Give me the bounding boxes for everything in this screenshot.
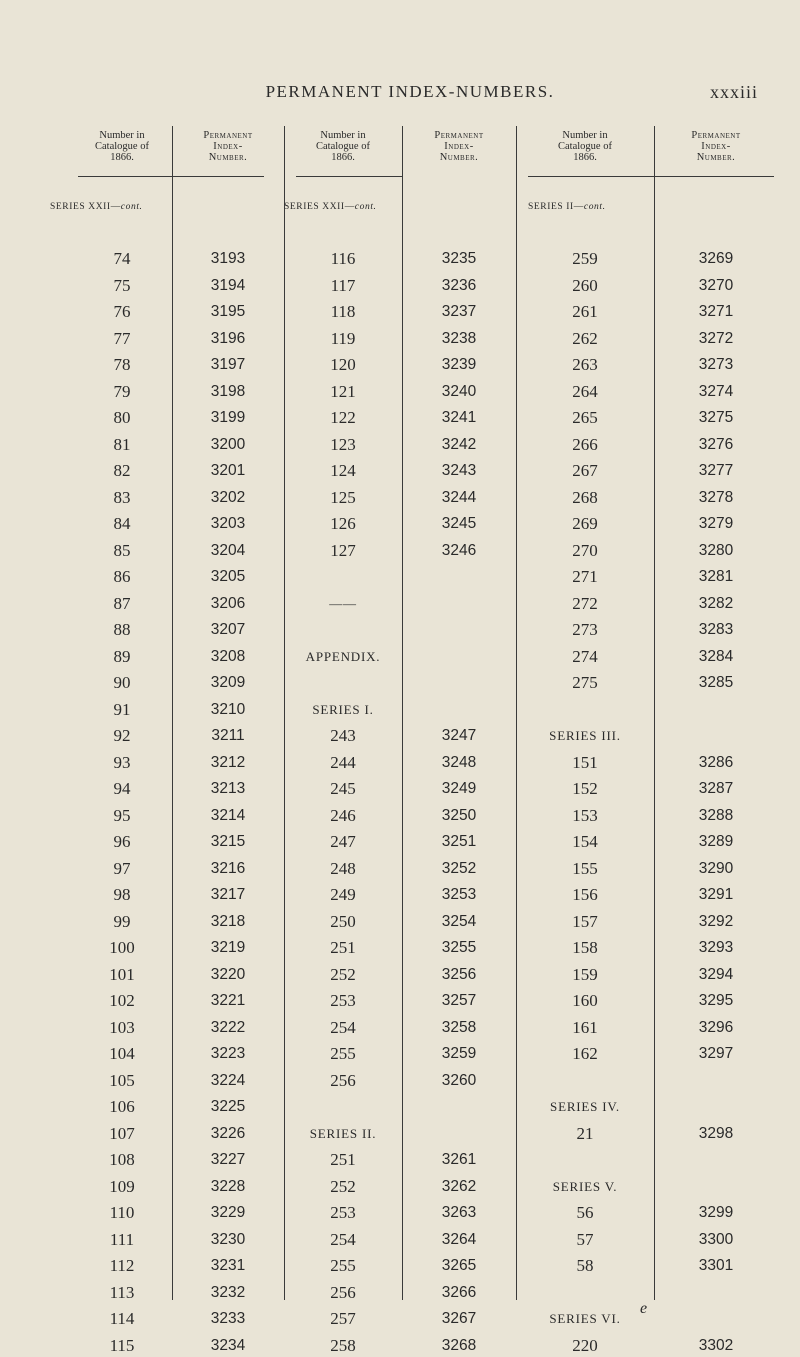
catalogue-number-cell: 156	[572, 885, 598, 904]
catalogue-number-cell: 104	[109, 1044, 135, 1063]
catalogue-number-cell: 267	[572, 461, 598, 480]
catalogue-number-cell: 92	[113, 726, 131, 745]
header-line: Number.	[208, 152, 248, 163]
permanent-index-cell: 3276	[698, 435, 734, 453]
permanent-index-cell: 3223	[210, 1045, 246, 1062]
catalogue-number-cell: 86	[113, 567, 131, 586]
index-number-table	[50, 126, 778, 1355]
catalogue-number-cell: 257	[330, 1309, 356, 1328]
catalogue-number-cell: 122	[330, 408, 356, 427]
catalogue-number-cell: 94	[113, 779, 131, 798]
catalogue-number-cell: 159	[572, 964, 598, 984]
catalogue-number-cell: 251	[330, 938, 356, 957]
catalogue-number-cell: 106	[109, 1097, 135, 1116]
series-label-cont: cont.	[354, 202, 377, 212]
permanent-index-cell: 3270	[698, 276, 734, 294]
catalogue-number-cell: 253	[330, 991, 356, 1010]
header-line: Catalogue of	[558, 141, 612, 152]
permanent-index-cell: 3288	[698, 806, 734, 824]
permanent-index-cell: 3298	[698, 1124, 734, 1142]
permanent-index-cell: 3269	[698, 250, 734, 267]
catalogue-number-cell: 273	[572, 620, 598, 639]
catalogue-number-cell: 247	[330, 832, 356, 851]
catalogue-number-cell: 155	[572, 858, 598, 878]
permanent-index-cell: 3258	[441, 1018, 477, 1036]
permanent-index-cell: 3300	[698, 1230, 734, 1248]
table-header-row	[72, 126, 778, 170]
catalogue-number-cell: 116	[330, 249, 356, 268]
permanent-index-cell: 3260	[441, 1071, 477, 1089]
permanent-index-cell: 3224	[210, 1071, 246, 1089]
permanent-index-cell: 3264	[441, 1230, 477, 1248]
catalogue-number-cell: 58	[576, 1256, 594, 1275]
header-line: Number.	[696, 152, 736, 163]
header-line: Catalogue of	[95, 141, 149, 152]
catalogue-number-cell: 56	[576, 1203, 594, 1222]
permanent-index-cell: 3242	[441, 435, 477, 453]
catalogue-number-cell: 252	[330, 964, 356, 984]
catalogue-number-cell: 252	[330, 1176, 356, 1196]
series-continuation-label	[50, 202, 143, 212]
catalogue-number-cell: 125	[330, 487, 356, 507]
permanent-index-cell: 3202	[210, 488, 246, 506]
catalogue-number-cell: 78	[113, 355, 131, 374]
catalogue-number-cell: 249	[330, 885, 356, 904]
catalogue-number-cell: 113	[109, 1282, 135, 1302]
catalogue-number-cell: 123	[330, 434, 356, 454]
permanent-index-number-header	[172, 130, 284, 163]
permanent-index-cell: 3201	[210, 462, 246, 479]
section-heading: APPENDIX.	[305, 648, 381, 664]
series-continuation-label	[528, 202, 606, 212]
series-label-cont: cont.	[120, 202, 143, 212]
permanent-index-cell: 3289	[698, 833, 734, 850]
section-heading: ——	[329, 595, 357, 611]
permanent-index-cell: 3208	[210, 647, 246, 665]
permanent-index-cell: 3266	[441, 1283, 477, 1301]
catalogue-number-cell: 263	[572, 355, 598, 374]
catalogue-number-cell: 220	[572, 1335, 598, 1355]
permanent-index-cell: 3296	[698, 1018, 734, 1036]
catalogue-number-cell: 90	[113, 673, 131, 692]
catalogue-number-cell: 114	[109, 1309, 135, 1328]
permanent-index-cell: 3230	[210, 1230, 246, 1248]
permanent-index-cell: 3212	[210, 753, 246, 771]
page-header	[0, 82, 800, 108]
catalogue-number-cell: 97	[113, 858, 131, 878]
permanent-index-cell: 3217	[210, 886, 246, 903]
permanent-index-number-header	[654, 130, 778, 163]
permanent-index-cell: 3286	[698, 753, 734, 771]
catalogue-number-cell: 244	[330, 752, 356, 772]
catalogue-number-header	[72, 130, 172, 163]
catalogue-number-cell: 275	[572, 673, 598, 692]
catalogue-number-cell: 79	[113, 381, 131, 401]
permanent-index-cell: 3280	[698, 541, 734, 559]
permanent-index-cell: 3218	[210, 912, 246, 930]
catalogue-number-cell: 88	[113, 620, 131, 639]
permanent-index-cell: 3261	[441, 1151, 477, 1168]
catalogue-number-cell: 77	[113, 328, 131, 348]
catalogue-number-cell: 259	[572, 249, 598, 268]
catalogue-number-cell: 117	[330, 275, 356, 295]
permanent-index-cell: 3252	[441, 859, 477, 877]
catalogue-number-cell: 102	[109, 991, 135, 1010]
catalogue-number-cell: 271	[572, 567, 598, 586]
permanent-index-cell: 3290	[698, 859, 734, 877]
catalogue-number-cell: 121	[330, 381, 356, 401]
permanent-index-cell: 3249	[441, 780, 477, 797]
permanent-index-cell: 3254	[441, 912, 477, 930]
header-line: Number in	[320, 130, 366, 141]
permanent-index-cell: 3197	[210, 356, 246, 373]
permanent-index-cell: 3210	[210, 700, 246, 718]
catalogue-number-header	[516, 130, 654, 163]
header-underline	[528, 176, 774, 177]
permanent-index-cell: 3243	[441, 462, 477, 479]
permanent-index-cell: 3225	[210, 1098, 246, 1115]
catalogue-number-cell: 21	[576, 1123, 594, 1143]
permanent-index-cell: 3206	[210, 594, 246, 612]
catalogue-number-cell: 255	[330, 1044, 356, 1063]
catalogue-number-cell: 265	[572, 408, 598, 427]
catalogue-number-cell: 246	[330, 805, 356, 825]
catalogue-number-cell: 126	[330, 514, 356, 533]
permanent-index-cell: 3213	[210, 780, 246, 797]
permanent-index-cell: 3278	[698, 488, 734, 506]
catalogue-number-cell: 109	[109, 1176, 135, 1196]
catalogue-number-cell: 262	[572, 328, 598, 348]
catalogue-number-cell: 151	[572, 752, 598, 772]
permanent-index-cell: 3221	[210, 992, 246, 1009]
permanent-index-number-header	[402, 130, 516, 163]
section-heading: SERIES IV.	[550, 1099, 620, 1114]
catalogue-number-cell: 245	[330, 779, 356, 798]
permanent-index-cell: 3255	[441, 939, 477, 956]
catalogue-number-cell: 256	[330, 1070, 356, 1090]
catalogue-number-cell: 111	[109, 1229, 135, 1249]
catalogue-number-cell: 268	[572, 487, 598, 507]
permanent-index-cell: 3199	[210, 409, 246, 426]
permanent-index-cell: 3211	[211, 727, 245, 744]
catalogue-number-header	[284, 130, 402, 163]
catalogue-number-cell: 250	[330, 911, 356, 931]
permanent-index-cell: 3273	[698, 356, 734, 373]
catalogue-number-cell: 124	[330, 461, 356, 480]
permanent-index-cell: 3287	[698, 780, 734, 797]
permanent-index-cell: 3235	[441, 250, 477, 267]
header-line: 1866.	[573, 152, 597, 163]
permanent-index-cell: 3297	[698, 1045, 734, 1062]
catalogue-number-cell: 127	[330, 540, 356, 560]
catalogue-number-cell: 105	[109, 1070, 135, 1090]
catalogue-number-cell: 255	[330, 1256, 356, 1275]
header-line: 1866.	[331, 152, 355, 163]
catalogue-number-cell: 120	[330, 355, 356, 374]
catalogue-number-cell: 269	[572, 514, 598, 533]
catalogue-number-cell: 107	[109, 1123, 135, 1143]
permanent-index-cell: 3246	[441, 541, 477, 559]
permanent-index-cell: 3216	[210, 859, 246, 877]
catalogue-number-cell: 160	[572, 991, 598, 1010]
permanent-index-cell: 3277	[698, 462, 734, 479]
catalogue-number-cell: 115	[109, 1335, 135, 1355]
catalogue-number-cell: 87	[113, 593, 131, 613]
permanent-index-cell: 3256	[441, 965, 477, 983]
catalogue-number-cell: 248	[330, 858, 356, 878]
header-line: Catalogue of	[316, 141, 370, 152]
catalogue-number-cell: 254	[330, 1017, 356, 1037]
permanent-index-cell: 3250	[441, 806, 477, 824]
catalogue-number-cell: 89	[113, 646, 131, 666]
catalogue-number-cell: 119	[330, 328, 356, 348]
series-label-text: SERIES XXII—	[284, 202, 355, 212]
catalogue-number-cell: 103	[109, 1017, 135, 1037]
series-continuation-label	[284, 202, 377, 212]
header-line: Index-	[213, 141, 243, 152]
catalogue-number-cell: 152	[572, 779, 598, 798]
catalogue-number-cell: 256	[330, 1282, 356, 1302]
catalogue-number-cell: 81	[113, 434, 131, 454]
permanent-index-cell: 3295	[698, 992, 734, 1009]
permanent-index-cell: 3215	[210, 833, 246, 850]
permanent-index-cell: 3240	[441, 382, 477, 400]
catalogue-number-cell: 99	[113, 911, 131, 931]
catalogue-number-cell: 91	[113, 699, 131, 719]
header-line: Permanent	[691, 130, 741, 141]
header-line: 1866.	[110, 152, 134, 163]
page-number: xxxiii	[709, 82, 758, 102]
permanent-index-cell: 3283	[698, 621, 734, 638]
permanent-index-cell: 3237	[441, 303, 477, 320]
header-underline	[296, 176, 402, 177]
series-label-cont: cont.	[583, 202, 606, 212]
permanent-index-cell: 3209	[210, 674, 246, 691]
permanent-index-cell: 3196	[210, 329, 246, 347]
catalogue-number-cell: 93	[113, 752, 131, 772]
section-heading: SERIES V.	[552, 1178, 618, 1194]
catalogue-number-cell: 253	[330, 1203, 356, 1222]
permanent-index-cell: 3219	[210, 939, 246, 956]
permanent-index-cell: 3275	[698, 409, 734, 426]
catalogue-number-cell: 157	[572, 911, 598, 931]
catalogue-number-cell: 243	[330, 726, 356, 745]
permanent-index-cell: 3262	[441, 1177, 477, 1195]
permanent-index-cell: 3267	[441, 1310, 477, 1327]
catalogue-number-cell: 254	[330, 1229, 356, 1249]
permanent-index-cell: 3284	[698, 647, 734, 665]
permanent-index-cell: 3265	[441, 1257, 477, 1274]
permanent-index-cell: 3244	[441, 488, 477, 506]
header-line: Index-	[701, 141, 731, 152]
catalogue-number-cell: 83	[113, 487, 131, 507]
catalogue-number-cell: 108	[109, 1150, 135, 1169]
catalogue-number-cell: 161	[572, 1017, 598, 1037]
catalogue-number-cell: 82	[113, 461, 131, 480]
permanent-index-cell: 3239	[441, 356, 477, 373]
permanent-index-cell: 3195	[210, 303, 246, 320]
header-line: Permanent	[203, 130, 253, 141]
section-heading: SERIES III.	[549, 728, 621, 743]
permanent-index-cell: 3232	[210, 1283, 246, 1301]
permanent-index-cell: 3293	[698, 939, 734, 956]
permanent-index-cell: 3274	[698, 382, 734, 400]
catalogue-number-cell: 85	[113, 540, 131, 560]
header-underline	[78, 176, 264, 177]
permanent-index-cell: 3302	[698, 1336, 734, 1354]
catalogue-number-cell: 251	[330, 1150, 356, 1169]
permanent-index-cell: 3236	[441, 276, 477, 294]
header-line: Index-	[444, 141, 474, 152]
permanent-index-cell: 3257	[441, 992, 477, 1009]
catalogue-number-cell: 154	[572, 832, 598, 851]
permanent-index-cell: 3228	[210, 1177, 246, 1195]
permanent-index-cell: 3271	[698, 303, 734, 320]
catalogue-number-cell: 96	[113, 832, 131, 851]
catalogue-number-cell: 158	[572, 938, 598, 957]
catalogue-number-cell: 98	[113, 885, 131, 904]
permanent-index-cell: 3194	[210, 276, 246, 294]
catalogue-number-cell: 270	[572, 540, 598, 560]
permanent-index-cell: 3207	[210, 621, 246, 638]
series-label-text: SERIES XXII—	[50, 202, 121, 212]
catalogue-number-cell: 95	[113, 805, 131, 825]
permanent-index-cell: 3291	[698, 886, 734, 903]
catalogue-number-cell: 101	[109, 964, 135, 984]
permanent-index-cell: 3268	[441, 1336, 477, 1354]
permanent-index-cell: 3272	[698, 329, 734, 347]
permanent-index-cell: 3241	[441, 409, 477, 426]
catalogue-number-cell: 110	[109, 1203, 135, 1222]
permanent-index-cell: 3263	[441, 1204, 477, 1221]
permanent-index-cell: 3227	[210, 1151, 246, 1168]
permanent-index-cell: 3203	[210, 515, 246, 532]
permanent-index-cell: 3231	[210, 1257, 246, 1274]
permanent-index-cell: 3245	[441, 515, 477, 532]
permanent-index-cell: 3234	[210, 1336, 246, 1354]
catalogue-number-cell: 162	[572, 1044, 598, 1063]
header-line: Permanent	[434, 130, 484, 141]
catalogue-number-cell: 272	[572, 593, 598, 613]
header-line: Number in	[562, 130, 608, 141]
section-heading: SERIES VI.	[549, 1311, 621, 1326]
permanent-index-cell: 3200	[210, 435, 246, 453]
catalogue-number-cell: 153	[572, 805, 598, 825]
permanent-index-cell: 3247	[441, 727, 477, 744]
permanent-index-cell: 3193	[210, 250, 246, 267]
permanent-index-cell: 3281	[698, 568, 734, 585]
catalogue-number-cell: 118	[330, 302, 356, 321]
permanent-index-cell: 3301	[698, 1257, 734, 1274]
permanent-index-cell: 3214	[210, 806, 246, 824]
signature-mark: e	[640, 1300, 648, 1317]
catalogue-number-cell: 76	[113, 302, 131, 321]
catalogue-number-cell: 274	[572, 646, 598, 666]
catalogue-number-cell: 74	[113, 249, 131, 268]
catalogue-number-cell: 57	[576, 1229, 594, 1249]
permanent-index-cell: 3233	[210, 1310, 246, 1327]
permanent-index-cell: 3222	[210, 1018, 246, 1036]
catalogue-number-cell: 75	[113, 275, 131, 295]
permanent-index-cell: 3251	[441, 833, 477, 850]
catalogue-number-cell: 258	[330, 1335, 356, 1355]
permanent-index-cell: 3259	[441, 1045, 477, 1062]
catalogue-number-cell: 264	[572, 381, 598, 401]
permanent-index-cell: 3294	[698, 965, 734, 983]
catalogue-number-cell: 266	[572, 434, 598, 454]
running-title: PERMANENT INDEX-NUMBERS.	[265, 82, 555, 101]
permanent-index-cell: 3205	[210, 568, 246, 585]
catalogue-number-cell: 84	[113, 514, 131, 533]
header-line: Number in	[99, 130, 145, 141]
permanent-index-cell: 3229	[210, 1204, 246, 1221]
permanent-index-cell: 3285	[698, 674, 734, 691]
catalogue-number-cell: 112	[109, 1256, 135, 1275]
catalogue-number-cell: 100	[109, 938, 135, 957]
permanent-index-cell: 3253	[441, 886, 477, 903]
permanent-index-cell: 3248	[441, 753, 477, 771]
section-heading: SERIES II.	[309, 1125, 377, 1141]
header-line: Number.	[439, 152, 479, 163]
permanent-index-cell: 3279	[698, 515, 734, 532]
section-heading: SERIES I.	[312, 701, 374, 717]
permanent-index-cell: 3198	[210, 382, 246, 400]
catalogue-number-cell: 261	[572, 302, 598, 321]
catalogue-number-cell: 80	[113, 408, 131, 427]
permanent-index-cell: 3292	[698, 912, 734, 930]
catalogue-number-cell: 260	[572, 275, 598, 295]
permanent-index-cell: 3299	[698, 1204, 734, 1221]
series-label-text: SERIES II—	[528, 202, 584, 212]
permanent-index-cell: 3204	[210, 541, 246, 559]
permanent-index-cell: 3220	[210, 965, 246, 983]
permanent-index-cell: 3226	[210, 1124, 246, 1142]
permanent-index-cell: 3282	[698, 594, 734, 612]
permanent-index-cell: 3238	[441, 329, 477, 347]
